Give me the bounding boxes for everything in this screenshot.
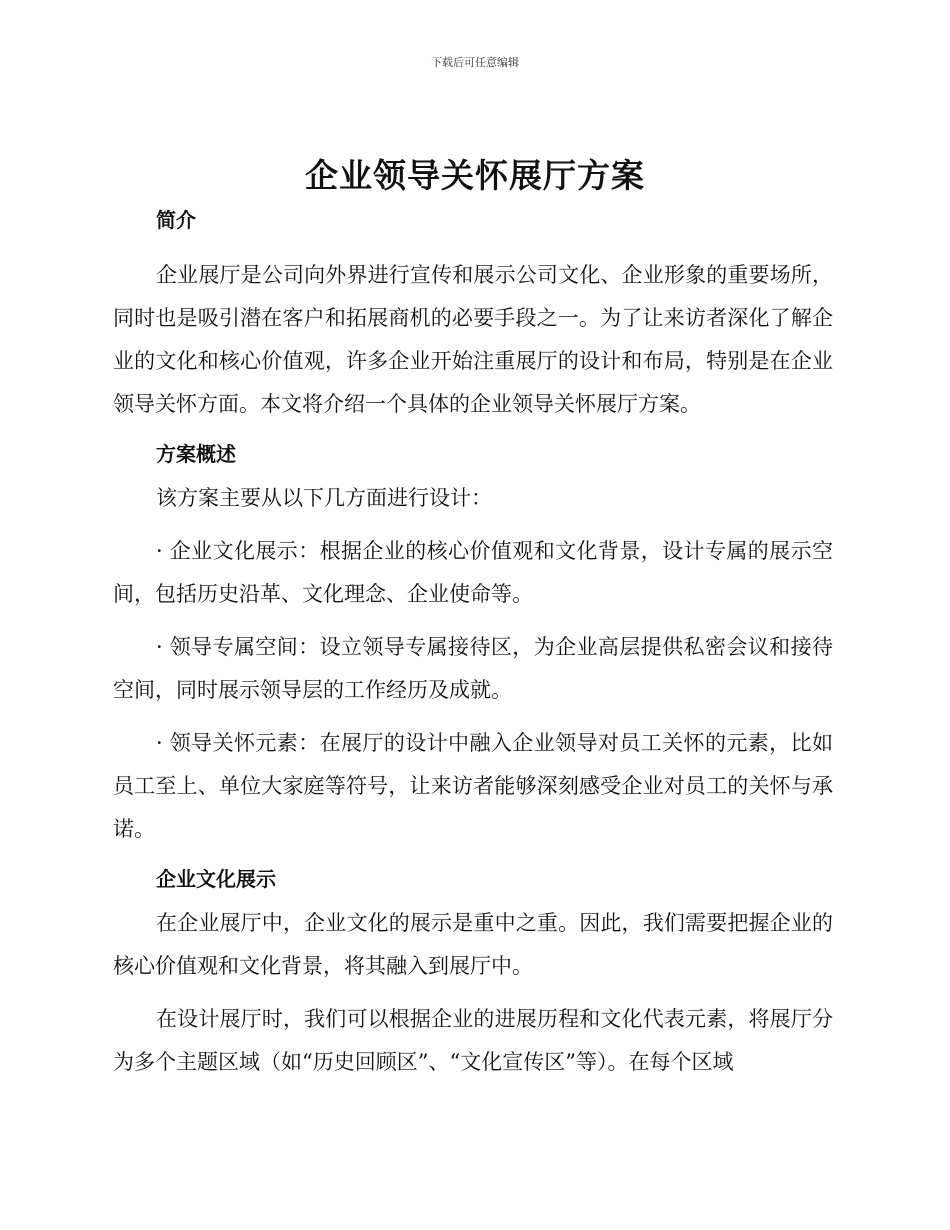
document-body bbox=[113, 202, 833, 1084]
section-heading-intro: 简介 bbox=[156, 208, 196, 232]
culture-paragraph-1: 在企业展厅中，企业文化的展示是重中之重。因此，我们需要把握企业的核心价值观和文化背景，将其融入到展厅中。 bbox=[113, 911, 833, 978]
intro-paragraph: 企业展厅是公司向外界进行宣传和展示公司文化、企业形象的重要场所，同时也是吸引潜在客户和拓展商机的必要手段之一。为了让来访者深化了解企业的文化和核心价值观，许多企业开始注重展厅的设计和布局，特别是在企业领导关怀方面。本文将介绍一个具体的企业领导关怀展厅方案。 bbox=[113, 263, 833, 416]
section-heading-culture: 企业文化展示 bbox=[156, 867, 276, 891]
section-heading-overview: 方案概述 bbox=[156, 442, 236, 466]
overview-bullet-3: · 领导关怀元素：在展厅的设计中融入企业领导对员工关怀的元素，比如员工至上、单位大家庭等符号，让来访者能够深刻感受企业对员工的关怀与承诺。 bbox=[113, 731, 833, 841]
culture-paragraph-2: 在设计展厅时，我们可以根据企业的进展历程和文化代表元素，将展厅分为多个主题区域（如“历史回顾区”、“文化宣传区”等）。在每个区域 bbox=[113, 1007, 833, 1074]
overview-bullet-1: · 企业文化展示：根据企业的核心价值观和文化背景，设计专属的展示空间，包括历史沿革、文化理念、企业使命等。 bbox=[113, 539, 833, 606]
overview-lead: 该方案主要从以下几方面进行设计： bbox=[156, 486, 492, 510]
header-note: 下载后可任意编辑 bbox=[431, 56, 519, 69]
document-title: 企业领导关怀展厅方案 bbox=[305, 156, 645, 195]
overview-bullet-2: · 领导专属空间：设立领导专属接待区，为企业高层提供私密会议和接待空间，同时展示领导层的工作经历及成就。 bbox=[113, 635, 833, 702]
